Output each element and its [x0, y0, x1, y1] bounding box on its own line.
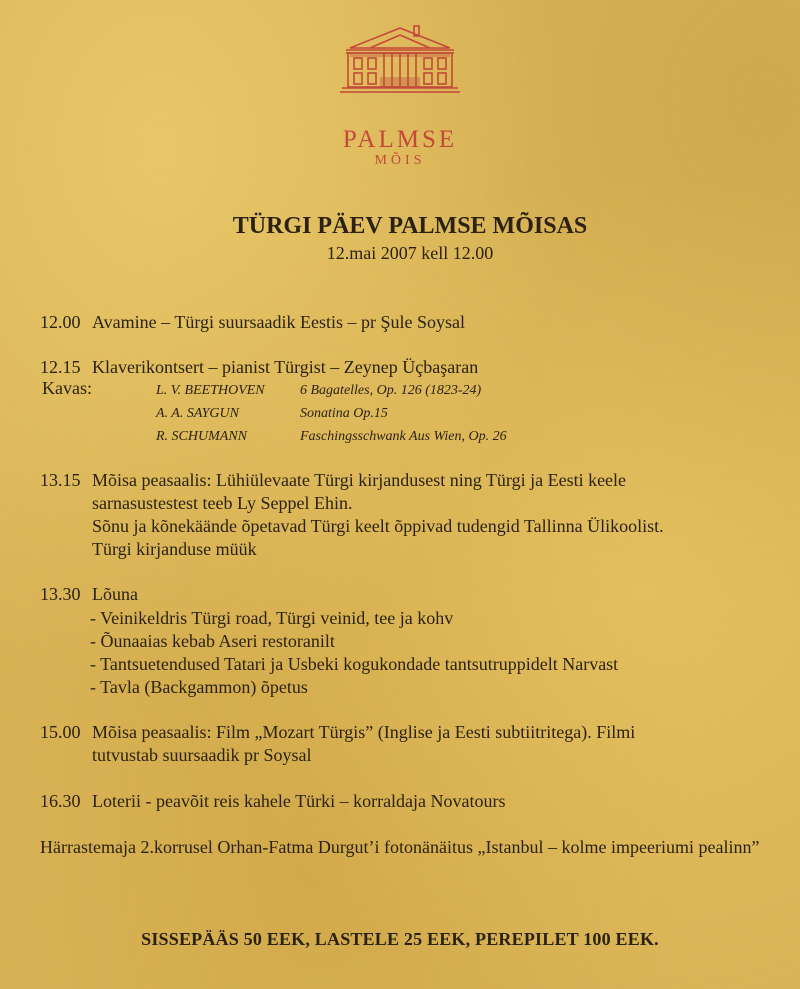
kavas-label: Kavas: [42, 378, 92, 398]
item-text: Lõuna [92, 584, 138, 604]
logo-subtitle: MÕIS [374, 153, 426, 168]
list-item: - Veinikeldris Türgi road, Türgi veinid, tee ja kohv [90, 608, 454, 628]
item-time: 13.15 [40, 470, 81, 490]
admission-prices: SISSEPÄÄS 50 EEK, LASTELE 25 EEK, PEREPILET 100 EEK. [141, 929, 659, 949]
item-text-line: Türgi kirjanduse müük [92, 539, 257, 559]
logo-title: PALMSE [342, 126, 458, 153]
list-item: - Õunaaias kebab Aseri restoranilt [90, 631, 335, 651]
item-text-line: tutvustab suursaadik pr Soysal [92, 745, 312, 765]
list-item: - Tantsuetendused Tatari ja Usbeki kogukondade tantsutruppidelt Narvast [90, 654, 619, 674]
item-time: 15.00 [40, 722, 81, 742]
page-title: TÜRGI PÄEV PALMSE MÕISAS [232, 213, 588, 239]
item-time: 12.00 [40, 312, 81, 332]
item-time: 13.30 [40, 584, 81, 604]
composer-name: R. SCHUMANN [156, 429, 247, 444]
item-time: 16.30 [40, 791, 81, 811]
item-text: Loterii - peavõit reis kahele Türki – korraldaja Novatours [92, 791, 506, 811]
program-item-concert [40, 356, 478, 378]
item-text-line: sarnasustestest teeb Ly Seppel Ehin. [92, 493, 353, 513]
program-item-film [40, 721, 635, 743]
composer-name: A. A. SAYGUN [156, 406, 239, 421]
work-title: Faschingsschwank Aus Wien, Op. 26 [300, 429, 507, 444]
item-text: Avamine – Türgi suursaadik Eestis – pr Şule Soysal [92, 312, 465, 332]
work-title: 6 Bagatelles, Op. 126 (1823-24) [300, 383, 482, 398]
program-item-lunch [40, 583, 138, 605]
item-text: Mõisa peasaalis: Film „Mozart Türgis” (Inglise ja Eesti subtiitritega). Filmi [92, 722, 636, 742]
work-title: Sonatina Op.15 [300, 406, 388, 421]
program-item-literature [40, 469, 626, 491]
program-item-opening [40, 311, 465, 333]
event-date: 12.mai 2007 kell 12.00 [326, 243, 494, 263]
list-item: - Tavla (Backgammon) õpetus [90, 677, 308, 697]
composer-name: L. V. BEETHOVEN [156, 383, 265, 398]
item-text-line: Sõnu ja kõnekäände õpetavad Türgi keelt õppivad tudengid Tallinna Ülikoolist. [92, 516, 664, 536]
exhibition-note: Härrastemaja 2.korrusel Orhan-Fatma Durgut’i fotonänäitus „Istanbul – kolme impeeriumi pealinn” [40, 837, 760, 857]
program-item-lottery [40, 790, 506, 812]
item-text: Klaverikontsert – pianist Türgist – Zeynep Üçbaşaran [92, 357, 479, 377]
manor-house-icon [340, 22, 460, 94]
item-time: 12.15 [40, 357, 81, 377]
item-text: Mõisa peasaalis: Lühiülevaate Türgi kirjandusest ning Türgi ja Eesti keele [92, 470, 627, 490]
palmse-logo [330, 22, 470, 168]
